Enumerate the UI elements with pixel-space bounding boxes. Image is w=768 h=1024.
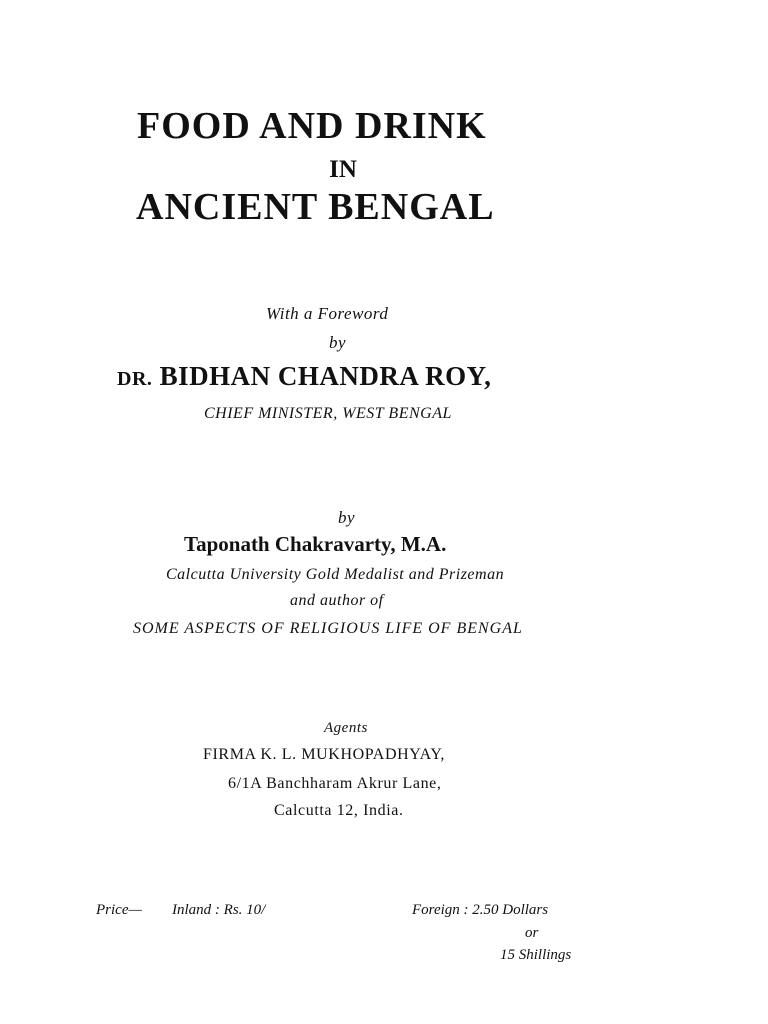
title-line-2: IN xyxy=(329,156,357,183)
price-or: or xyxy=(525,925,539,941)
author-other-work: SOME ASPECTS OF RELIGIOUS LIFE OF BENGAL xyxy=(133,620,523,637)
foreword-position: CHIEF MINISTER, WEST BENGAL xyxy=(204,405,452,422)
price-label: Price— xyxy=(96,902,142,918)
author-by: by xyxy=(338,508,356,527)
author-name: Taponath Chakravarty, M.A. xyxy=(184,532,447,556)
author-of: and author of xyxy=(290,592,384,609)
agents-firm: FIRMA K. L. MUKHOPADHYAY, xyxy=(203,746,446,763)
foreword-name-prefix: DR. xyxy=(117,368,153,390)
foreword-by: by xyxy=(329,333,347,352)
price-shillings: 15 Shillings xyxy=(500,947,572,963)
agents-city: Calcutta 12, India. xyxy=(274,802,404,819)
foreword-name-text: BIDHAN CHANDRA ROY, xyxy=(159,361,492,391)
title-line-3: ANCIENT BENGAL xyxy=(136,186,495,228)
author-distinction: Calcutta University Gold Medalist and Prizeman xyxy=(166,566,505,583)
agents-label: Agents xyxy=(324,720,368,736)
price-foreign: Foreign : 2.50 Dollars xyxy=(412,902,549,918)
price-inland: Inland : Rs. 10/ xyxy=(172,902,266,918)
foreword-name xyxy=(117,363,491,390)
agents-address: 6/1A Banchharam Akrur Lane, xyxy=(228,775,442,792)
title-line-1: FOOD AND DRINK xyxy=(137,105,487,147)
foreword-intro: With a Foreword xyxy=(266,304,389,323)
